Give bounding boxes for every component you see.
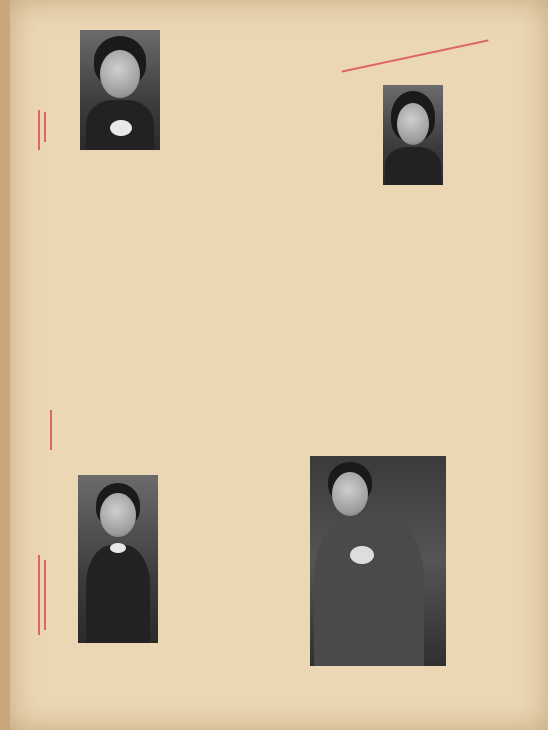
portrait-photo-bottom-left — [78, 475, 158, 643]
red-margin-mark — [38, 555, 40, 635]
portrait-photo-top-left — [80, 30, 160, 150]
red-margin-mark — [44, 112, 46, 142]
red-margin-mark — [50, 410, 52, 450]
portrait-photo-top-right — [383, 85, 443, 185]
red-margin-mark — [44, 560, 46, 630]
red-underline — [341, 39, 488, 72]
red-margin-mark — [38, 110, 40, 150]
portrait-photo-bottom-right — [310, 456, 446, 666]
archival-page — [10, 0, 548, 730]
